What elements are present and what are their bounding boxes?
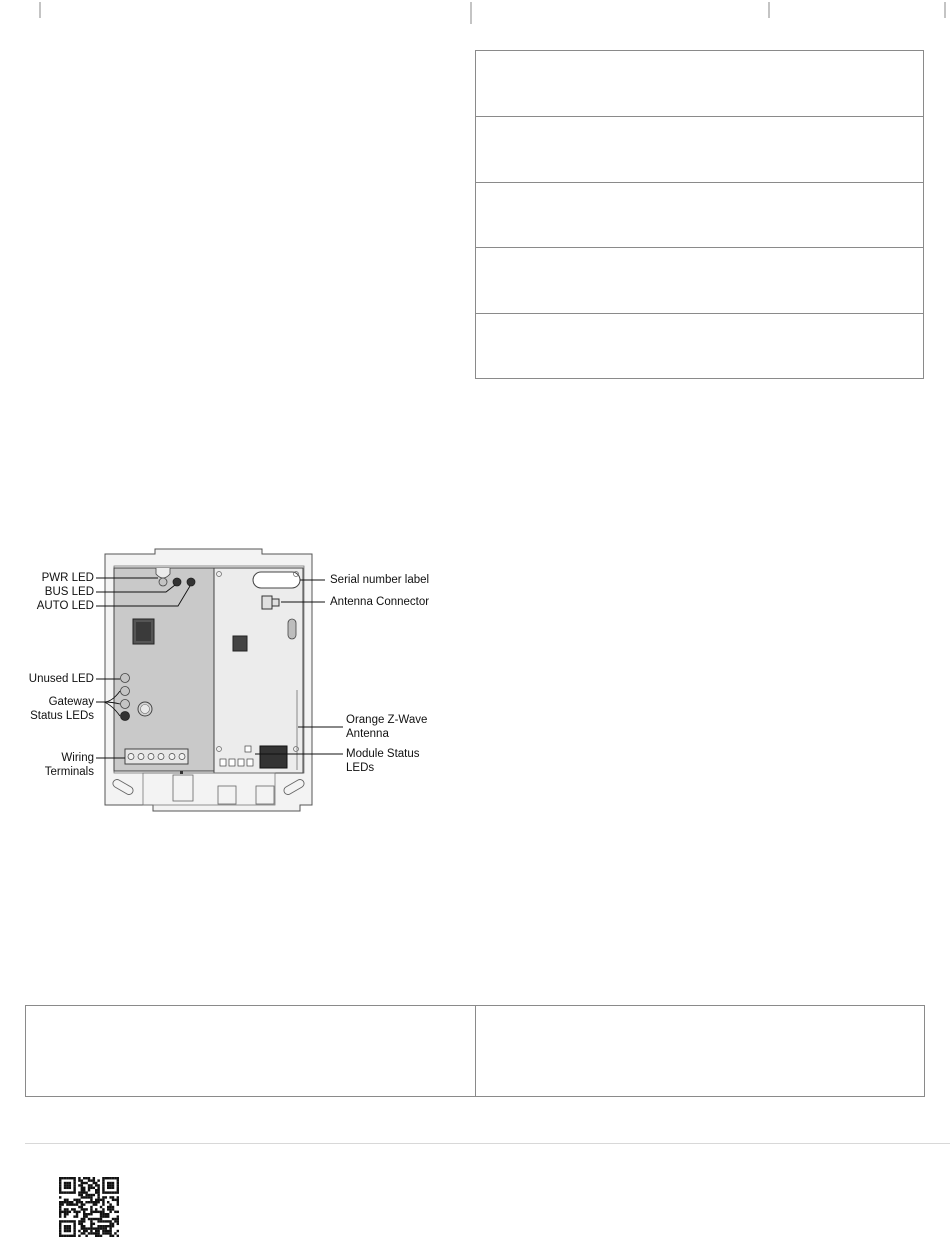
label-bus-led: BUS LED [44,586,94,598]
label-antenna-connector: Antenna Connector [330,596,430,608]
label-module-status-leds-2: LEDs [346,762,375,774]
label-orange-zwave-antenna-2: Antenna [346,728,389,740]
spec-table-row [476,248,923,314]
label-unused-led: Unused LED [28,673,94,685]
device-diagram [0,540,460,830]
qr-code-icon [59,1177,119,1237]
spec-table-row [476,314,923,380]
spec-table [475,50,924,379]
bottom-table-cell [26,1006,475,1096]
label-gateway-status-leds-1: Gateway [48,696,94,708]
bottom-table-cell [475,1006,925,1096]
footer-divider [25,1143,950,1144]
label-pwr-led: PWR LED [41,572,94,584]
label-orange-zwave-antenna-1: Orange Z-Wave [346,714,428,726]
spec-table-row [476,51,923,117]
label-auto-led: AUTO LED [36,600,94,612]
label-wiring-terminals-2: Terminals [44,766,94,778]
label-module-status-leds-1: Module Status [346,748,420,760]
label-wiring-terminals-1: Wiring [61,752,94,764]
spec-table-row [476,117,923,183]
spec-table-row [476,183,923,249]
label-serial-number: Serial number label [330,574,430,586]
bottom-table [25,1005,925,1097]
page-top-marks [0,0,950,40]
label-gateway-status-leds-2: Status LEDs [30,710,94,722]
